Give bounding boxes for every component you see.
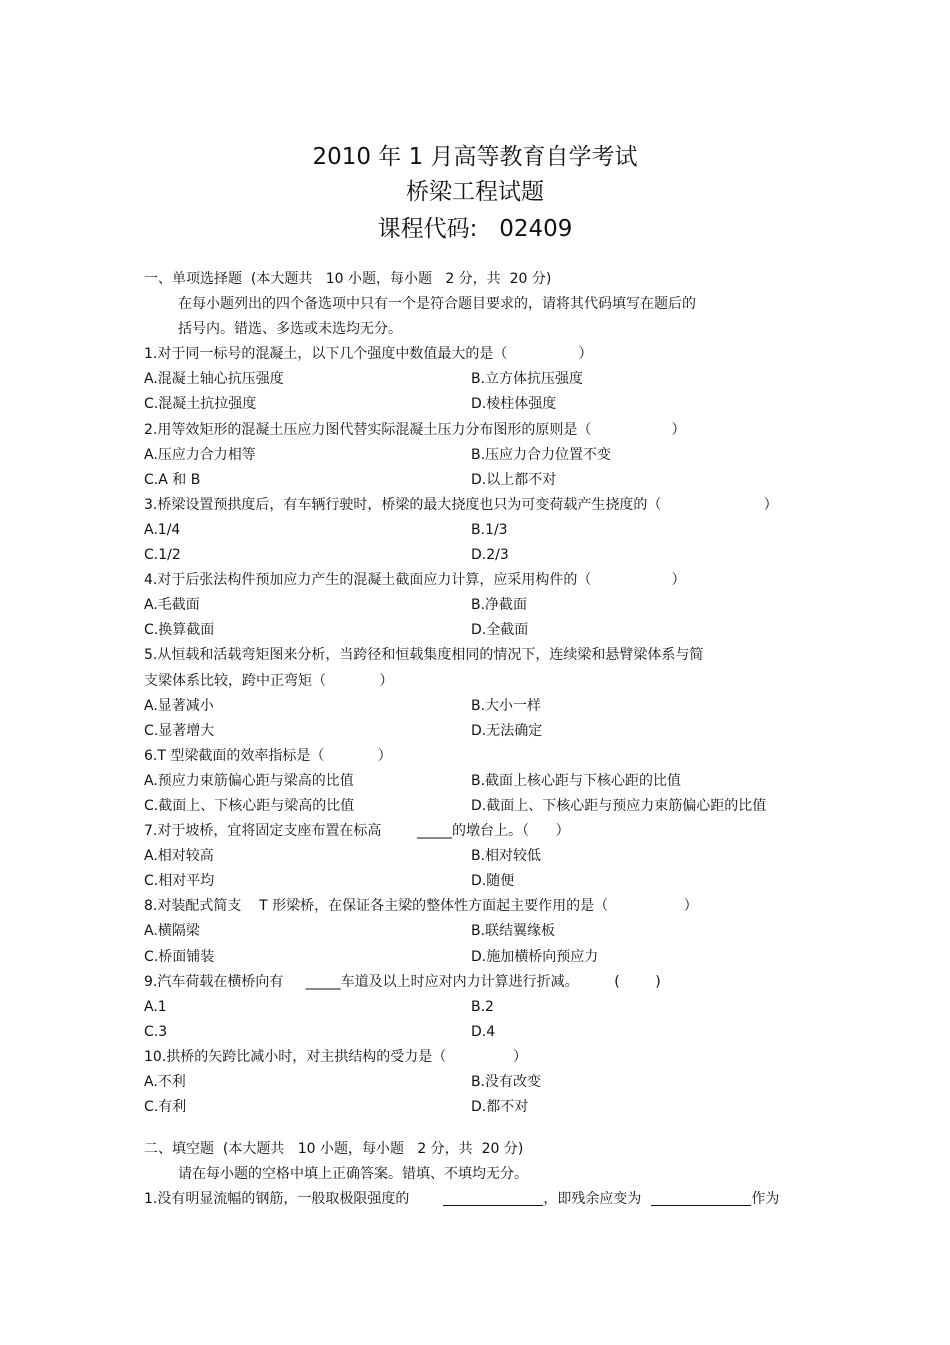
- question-stem: 3.桥梁设置预拱度后，有车辆行驶时，桥梁的最大挠度也只为可变荷载产生挠度的（ ）: [144, 496, 778, 513]
- exam-title: 2010 年 1 月高等教育自学考试: [312, 144, 638, 170]
- option-b: B.1/3: [471, 521, 508, 538]
- option-row: [144, 518, 824, 543]
- fill-q1-text: 作为: [751, 1191, 780, 1208]
- option-b: B.压应力合力位置不变: [471, 446, 612, 463]
- option-d: D.全截面: [471, 622, 529, 639]
- option-c: C.有利: [144, 1099, 187, 1116]
- section2-heading: 二、填空题 (本大题共 10 小题，每小题 2 分，共 20 分): [144, 1141, 524, 1158]
- option-d: D.施加横桥向预应力: [471, 948, 599, 965]
- option-row: [144, 869, 824, 894]
- fill-question-1: [144, 1187, 824, 1212]
- section1-instruction: 在每小题列出的四个备选项中只有一个是符合题目要求的，请将其代码填写在题后的: [178, 296, 696, 313]
- option-c: C.A 和 B: [144, 471, 201, 488]
- option-row: [144, 794, 824, 819]
- option-c: C.换算截面: [144, 622, 215, 639]
- option-b: B.相对较低: [471, 848, 542, 865]
- exam-header: [0, 140, 950, 247]
- option-row: [144, 719, 824, 744]
- option-d: D.截面上、下核心距与预应力束筋偏心距的比值: [471, 797, 767, 814]
- option-c: C.相对平均: [144, 873, 215, 890]
- option-c: C.混凝土抗拉强度: [144, 396, 257, 413]
- option-row: [144, 1095, 824, 1120]
- option-d: D.随便: [471, 873, 515, 890]
- option-row: [144, 995, 824, 1020]
- section1-heading: 一、单项选择题 (本大题共 10 小题，每小题 2 分，共 20 分): [144, 271, 552, 287]
- option-row: [144, 392, 824, 417]
- option-b: B.净截面: [471, 597, 528, 614]
- option-a: A.不利: [144, 1074, 186, 1090]
- answer-blank[interactable]: [651, 1189, 751, 1206]
- option-a: A.1/4: [144, 521, 181, 538]
- option-b: B.没有改变: [471, 1074, 542, 1090]
- option-row: [144, 593, 824, 618]
- option-d: D.无法确定: [471, 722, 543, 739]
- option-a: A.压应力合力相等: [144, 446, 256, 463]
- option-a: A.预应力束筋偏心距与梁高的比值: [144, 772, 354, 789]
- answer-blank[interactable]: [443, 1189, 543, 1206]
- question-stem: 1.对于同一标号的混凝土，以下几个强度中数值最大的是（ ）: [144, 346, 593, 363]
- option-row: [144, 844, 824, 869]
- option-c: C.桥面铺装: [144, 948, 215, 965]
- option-c: C.截面上、下核心距与梁高的比值: [144, 797, 355, 814]
- option-b: B.2: [471, 998, 494, 1015]
- question-stem: 9.汽车荷载在横桥向有 _____车道及以上时应对内力计算进行折减。 ( ): [144, 973, 661, 990]
- option-a: A.毛截面: [144, 597, 200, 614]
- option-a: A.混凝土轴心抗压强度: [144, 371, 284, 388]
- option-row: [144, 919, 824, 944]
- option-row: [144, 694, 824, 719]
- section-spacer: [144, 1120, 824, 1137]
- option-row: [144, 618, 824, 643]
- question-stem: 8.对装配式简支 T 形梁桥，在保证各主梁的整体性方面起主要作用的是（ ）: [144, 898, 698, 915]
- option-a: A.横隔梁: [144, 923, 200, 940]
- section1-instruction: 括号内。错选、多选或未选均无分。: [178, 321, 402, 338]
- option-row: [144, 769, 824, 794]
- question-stem-continued: 支梁体系比较，跨中正弯矩（ ）: [144, 672, 394, 689]
- option-b: B.联结翼缘板: [471, 923, 556, 940]
- option-d: D.2/3: [471, 547, 509, 564]
- course-code: 课程代码: 02409: [377, 216, 573, 242]
- option-c: C.显著增大: [144, 722, 215, 739]
- option-row: [144, 443, 824, 468]
- exam-content: [144, 267, 824, 1212]
- option-a: A.1: [144, 998, 167, 1015]
- option-b: B.立方体抗压强度: [471, 371, 584, 388]
- question-stem: 10.拱桥的矢跨比减小时，对主拱结构的受力是（ ）: [144, 1048, 528, 1065]
- option-d: D.棱柱体强度: [471, 396, 557, 413]
- option-row: [144, 1070, 824, 1095]
- option-c: C.3: [144, 1023, 168, 1040]
- option-d: D.4: [471, 1023, 496, 1040]
- option-a: A.显著减小: [144, 697, 214, 714]
- exam-subject: 桥梁工程试题: [406, 179, 544, 205]
- option-row: [144, 1020, 824, 1045]
- option-d: D.都不对: [471, 1099, 529, 1116]
- question-stem: 4.对于后张法构件预加应力产生的混凝土截面应力计算，应采用构件的（ ）: [144, 572, 686, 589]
- question-stem: 2.用等效矩形的混凝土压应力图代替实际混凝土压力分布图形的原则是（ ）: [144, 421, 686, 438]
- option-row: [144, 543, 824, 568]
- option-d: D.以上都不对: [471, 471, 557, 488]
- section2-instruction: 请在每小题的空格中填上正确答案。错填、不填均无分。: [178, 1166, 528, 1183]
- option-b: B.截面上核心距与下核心距的比值: [471, 772, 682, 789]
- option-b: B.大小一样: [471, 697, 542, 714]
- fill-q1-text: 1.没有明显流幅的钢筋，一般取极限强度的: [144, 1191, 410, 1208]
- option-row: [144, 367, 824, 392]
- option-row: [144, 945, 824, 970]
- option-row: [144, 468, 824, 493]
- option-c: C.1/2: [144, 547, 181, 564]
- question-stem: 6.T 型梁截面的效率指标是（ ）: [144, 747, 392, 764]
- fill-q1-text: ，即残余应变为: [543, 1191, 642, 1208]
- question-stem: 7.对于坡桥，宜将固定支座布置在标高 _____的墩台上。（ ）: [144, 823, 570, 840]
- question-stem: 5.从恒载和活载弯矩图来分析，当跨径和恒载集度相同的情况下，连续梁和悬臂梁体系与简: [144, 647, 704, 664]
- option-a: A.相对较高: [144, 848, 214, 865]
